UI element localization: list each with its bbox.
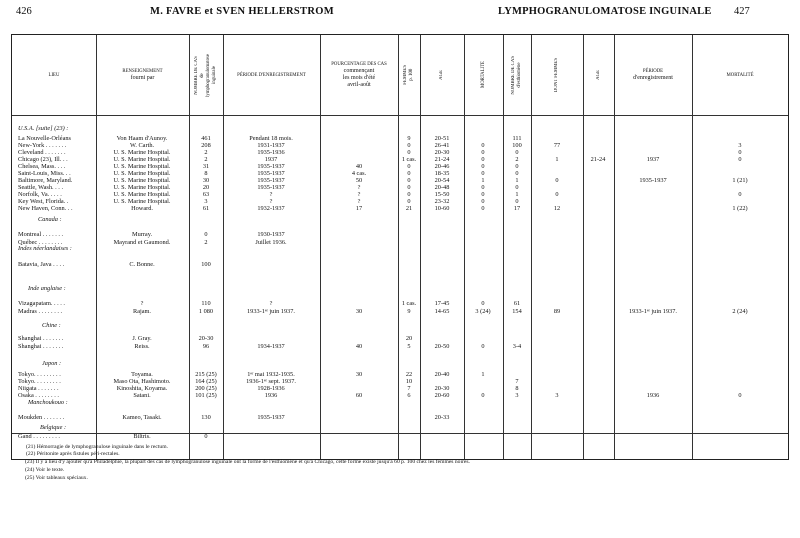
cell-periode: ? — [269, 300, 273, 307]
cell-pct: ? — [357, 184, 361, 191]
cell-age: 10-60 — [434, 205, 450, 212]
cell-lieu: Gand . . . . . . . . . — [18, 433, 60, 440]
cell-lieu: Tokyo. . . . . . . . . — [18, 371, 61, 378]
cell-cas: 208 — [201, 142, 211, 149]
cell-periode: 1936-1ᵉʳ sept. 1937. — [246, 378, 296, 385]
cell-periode: 1ᵉʳ mai 1932-1935. — [247, 371, 295, 378]
cell-lieu: Chelsea, Mass. . . . — [18, 163, 66, 170]
cell-esth: 1 — [515, 191, 519, 198]
cell-mort: 0 — [481, 163, 485, 170]
cell-age: 20-46 — [434, 163, 450, 170]
section-label-inde-anglaise: Inde anglaise : — [28, 285, 66, 292]
cell-mort: 0 — [481, 142, 485, 149]
cell-source: U. S. Marine Hospital. — [113, 198, 171, 205]
cell-cas: 100 — [201, 261, 211, 268]
cell-age2: 21-24 — [590, 156, 606, 163]
cell-femmes: 0 — [407, 184, 411, 191]
footnote: (22) Péritonite après fistules péri-rectales. — [26, 451, 120, 457]
section-label-manchoukouo: Manchoukouo : — [28, 399, 68, 406]
cell-age: 26-41 — [434, 142, 450, 149]
cell-source: Kinoshita, Koyama. — [116, 385, 168, 392]
header-femmes: FEMMES p. 100 — [403, 65, 414, 85]
cell-lieu: New Haven, Conn. . . — [18, 205, 73, 212]
cell-source: Maso Ota, Hashimoto. — [113, 378, 171, 385]
cell-cas: 3 — [204, 198, 208, 205]
footnote: (24) Voir le texte. — [25, 467, 65, 473]
cell-source: Biltris. — [133, 433, 151, 440]
cell-mort2: 0 — [738, 191, 742, 198]
header-renseignement: RENSEIGNEMENT fourni par — [122, 69, 163, 81]
cell-source: U. S. Marine Hospital. — [113, 177, 171, 184]
cell-femmes: 1 cas. — [401, 300, 417, 307]
header-pourcentage: POURCENTAGE DES CAS commençant les mois d'été avril-août — [331, 62, 387, 88]
header-periode-2: PÉRIODE d'enregistrement — [633, 69, 673, 81]
cell-mort2: 1 (21) — [732, 177, 748, 184]
cell-cas: 215 (25) — [195, 371, 217, 378]
cell-cas: 1 080 — [198, 308, 214, 315]
cell-femmes: 5 — [407, 343, 411, 350]
cell-per2: 1937 — [646, 156, 660, 163]
cell-cas: 0 — [204, 231, 208, 238]
cell-source: Reiss. — [134, 343, 150, 350]
cell-cas: 96 — [202, 343, 210, 350]
cell-lieu: Baltimore, Maryland. — [18, 177, 73, 184]
cell-cas: 130 — [201, 414, 211, 421]
cell-cas: 20 — [202, 184, 210, 191]
cell-source: ? — [140, 300, 144, 307]
cell-mort: 0 — [481, 392, 485, 399]
cell-age: 20-30 — [434, 149, 450, 156]
cell-periode: Pendant 18 mois. — [249, 135, 293, 142]
section-label-japon: Japon : — [42, 360, 62, 367]
cell-periode: 1935-1937 — [257, 163, 285, 170]
cell-periode: 1930-1937 — [257, 231, 285, 238]
cell-esth: 3-4 — [512, 343, 522, 350]
page-number-right: 427 — [734, 6, 750, 17]
cell-periode: 1937 — [264, 156, 278, 163]
cell-femmes: 20 — [405, 335, 413, 342]
section-label-indes-neerlandaises: Indes néerlandaises : — [18, 245, 72, 252]
cell-mort: 0 — [481, 184, 485, 191]
cell-femmes: 0 — [407, 191, 411, 198]
cell-pct: 40 — [355, 163, 363, 170]
cell-periode: 1936 — [264, 392, 278, 399]
cell-dont: 12 — [553, 205, 561, 212]
header-mortalite: MORTALITÉ — [480, 61, 486, 89]
cell-femmes: 0 — [407, 198, 411, 205]
cell-age: 20-54 — [434, 177, 450, 184]
cell-femmes: 7 — [407, 385, 411, 392]
cell-esth: 0 — [515, 163, 519, 170]
cell-cas: 0 — [204, 433, 208, 440]
header-mortalite-2: MORTALITÉ — [726, 72, 754, 78]
cell-lieu: Moukden . . . . . . . — [18, 414, 65, 421]
cell-esth: 3 — [515, 392, 519, 399]
cell-periode: 1928-1936 — [257, 385, 285, 392]
cell-periode: 1935-1936 — [257, 149, 285, 156]
cell-periode: 1932-1937 — [257, 205, 285, 212]
cell-age: 20-40 — [434, 371, 450, 378]
cell-mort: 0 — [481, 191, 485, 198]
cell-cas: 2 — [204, 156, 208, 163]
cell-age: 17-45 — [434, 300, 450, 307]
cell-lieu: Batavia, Java . . . . — [18, 261, 65, 268]
cell-dont: 0 — [555, 177, 559, 184]
cell-mort: 1 — [481, 177, 485, 184]
cell-cas: 2 — [204, 239, 208, 246]
cell-esth: 0 — [515, 170, 519, 177]
data-table — [11, 34, 789, 460]
cell-lieu: Shanghai . . . . . . . — [18, 335, 64, 342]
cell-source: Murray. — [131, 231, 153, 238]
cell-cas: 30 — [202, 177, 210, 184]
cell-source: Howard. — [131, 205, 153, 212]
cell-mort2: 0 — [738, 392, 742, 399]
cell-pct: ? — [357, 198, 361, 205]
header-lieu: LIEU — [48, 72, 60, 78]
cell-mort: 0 — [481, 205, 485, 212]
cell-source: U. S. Marine Hospital. — [113, 191, 171, 198]
cell-femmes: 6 — [407, 392, 411, 399]
cell-age: 23-32 — [434, 198, 450, 205]
cell-cas: 110 — [201, 300, 211, 307]
cell-mort2: 0 — [738, 149, 742, 156]
cell-source: Mayrand et Gaumond. — [113, 239, 171, 246]
cell-pct: 30 — [355, 371, 363, 378]
cell-age: 15-50 — [434, 191, 450, 198]
cell-esth: 100 — [512, 142, 522, 149]
cell-pct: 4 cas. — [351, 170, 367, 177]
cell-periode: 1931-1937 — [257, 142, 285, 149]
cell-lieu: Osaka . . . . . . . . — [18, 392, 59, 399]
cell-dont: 0 — [555, 191, 559, 198]
cell-dont: 1 — [555, 156, 559, 163]
header-nombre-cas: NOMBRE DE CAS de lymphogranulomatose inguinale — [194, 53, 217, 97]
cell-femmes: 0 — [407, 149, 411, 156]
cell-age: 20-33 — [434, 414, 450, 421]
cell-source: Rajam. — [132, 308, 152, 315]
cell-cas: 164 (25) — [195, 378, 217, 385]
cell-lieu: Key West, Florida. . — [18, 198, 69, 205]
cell-mort2: 0 — [738, 156, 742, 163]
cell-femmes: 10 — [405, 378, 413, 385]
cell-source: C. Bonne. — [129, 261, 155, 268]
cell-mort: 0 — [481, 198, 485, 205]
footnote: (23) Il y a lieu d'y ajouter qu'à Philadelphie, la plupart des cas de lymphogranulose inguinale ont la forme de l'esthiomène et qu'à Chicago, cette forme existe jusqu'à 60 p. 100 chez les femmes noires. — [25, 459, 470, 465]
cell-age: 20-51 — [434, 135, 450, 142]
page-title-right: LYMPHOGRANULOMATOSE INGUINALE — [498, 6, 712, 17]
cell-mort: 0 — [481, 300, 485, 307]
header-age: AGE — [439, 70, 444, 80]
cell-femmes: 9 — [407, 135, 411, 142]
cell-dont: 77 — [553, 142, 561, 149]
cell-mort: 3 (24) — [475, 308, 491, 315]
cell-cas: 20-30 — [198, 335, 214, 342]
cell-esth: 7 — [515, 378, 519, 385]
cell-dont: 3 — [555, 392, 559, 399]
cell-pct: 30 — [355, 308, 363, 315]
cell-esth: 111 — [512, 135, 522, 142]
header-age-2: AGE — [595, 70, 601, 80]
cell-age: 21-24 — [434, 156, 450, 163]
cell-femmes: 9 — [407, 308, 411, 315]
cell-age: 14-65 — [434, 308, 450, 315]
section-label-belgique: Belgique : — [40, 424, 67, 431]
cell-lieu: Québec . . . . . . . . — [18, 239, 63, 246]
cell-esth: 154 — [512, 308, 522, 315]
cell-cas: 461 — [201, 135, 211, 142]
cell-source: U. S. Marine Hospital. — [113, 170, 171, 177]
cell-per2: 1933-1ᵉʳ juin 1937. — [629, 308, 677, 315]
cell-femmes: 0 — [407, 177, 411, 184]
cell-periode: 1935-1937 — [257, 170, 285, 177]
cell-periode: 1935-1937 — [257, 177, 285, 184]
cell-pct: 60 — [355, 392, 363, 399]
cell-age: 20-30 — [434, 385, 450, 392]
cell-source: J. Gray. — [132, 335, 152, 342]
cell-source: W. Carth. — [129, 142, 155, 149]
cell-periode: 1935-1937 — [257, 414, 285, 421]
cell-age: 20-50 — [434, 343, 450, 350]
cell-mort2: 3 — [738, 142, 742, 149]
cell-cas: 8 — [204, 170, 208, 177]
cell-cas: 2 — [204, 149, 208, 156]
cell-per2: 1936 — [646, 392, 660, 399]
cell-cas: 200 (25) — [195, 385, 217, 392]
cell-mort: 0 — [481, 149, 485, 156]
cell-mort: 1 — [481, 371, 485, 378]
cell-pct: ? — [357, 191, 361, 198]
footnote: (25) Voir tableaux spéciaux. — [25, 475, 88, 481]
cell-lieu: Seattle, Wash. . . . — [18, 184, 64, 191]
header-rule — [12, 115, 788, 116]
cell-pct: 50 — [355, 177, 363, 184]
header-nombre-esthiomene: NOMBRE DE CAS d'esthiomène — [511, 55, 522, 95]
cell-source: Toyama. — [131, 371, 153, 378]
cell-source: U. S. Marine Hospital. — [113, 156, 171, 163]
cell-source: U. S. Marine Hospital. — [113, 163, 171, 170]
cell-age: 20-60 — [434, 392, 450, 399]
cell-cas: 101 (25) — [195, 392, 217, 399]
cell-dont: 89 — [553, 308, 561, 315]
cell-mort: 0 — [481, 170, 485, 177]
cell-lieu: Shanghai . . . . . . . — [18, 343, 64, 350]
cell-lieu: Niigata . . . . . . . — [18, 385, 59, 392]
cell-esth: 0 — [515, 184, 519, 191]
header-dont-femmes: DONT FEMMES — [554, 57, 559, 93]
cell-mort: 0 — [481, 156, 485, 163]
section-label-usa: U.S.A. [suite] (23) : — [18, 125, 69, 132]
cell-femmes: 0 — [407, 142, 411, 149]
cell-lieu: Tokyo. . . . . . . . . — [18, 378, 61, 385]
cell-femmes: 0 — [407, 163, 411, 170]
cell-per2: 1935-1937 — [639, 177, 667, 184]
page-title-left: M. FAVRE et SVEN HELLERSTROM — [150, 6, 334, 17]
cell-lieu: Norfolk, Va. . . . . — [18, 191, 62, 198]
cell-source: Von Haam d'Aunoy. — [116, 135, 168, 142]
cell-esth: 0 — [515, 149, 519, 156]
cell-source: U. S. Marine Hospital. — [113, 149, 171, 156]
cell-esth: 17 — [513, 205, 521, 212]
cell-esth: 61 — [513, 300, 521, 307]
footnote: (21) Hémorragie de lymphogranulose inguinale dans le rectum. — [26, 444, 168, 450]
section-label-chine: Chine : — [42, 322, 61, 329]
cell-femmes: 0 — [407, 170, 411, 177]
cell-lieu: Montreal . . . . . . . — [18, 231, 64, 238]
cell-esth: 8 — [515, 385, 519, 392]
cell-cas: 61 — [202, 205, 210, 212]
cell-periode: 1935-1937 — [257, 184, 285, 191]
cell-lieu: New-York . . . . . . . — [18, 142, 67, 149]
cell-esth: 1 — [515, 177, 519, 184]
cell-femmes: 21 — [405, 205, 413, 212]
cell-lieu: Saint-Louis, Miss. . . — [18, 170, 71, 177]
cell-periode: ? — [269, 198, 273, 205]
cell-age: 18-35 — [434, 170, 450, 177]
cell-mort2: 1 (22) — [732, 205, 748, 212]
cell-periode: ? — [269, 191, 273, 198]
cell-lieu: La Nouvelle-Orléans — [18, 135, 71, 142]
header-periode: PÉRIODE D'ENREGISTREMENT — [237, 72, 306, 78]
cell-esth: 0 — [515, 198, 519, 205]
cell-cas: 31 — [202, 163, 210, 170]
cell-lieu: Cleveland . . . . . . . — [18, 149, 66, 156]
cell-source: Satani. — [133, 392, 151, 399]
section-label-canada: Canada : — [38, 216, 62, 223]
cell-source: U. S. Marine Hospital. — [113, 184, 171, 191]
cell-source: Kameo, Tasaki. — [122, 414, 162, 421]
cell-cas: 63 — [202, 191, 210, 198]
cell-mort2: 2 (24) — [732, 308, 748, 315]
cell-periode: 1933-1ᵉʳ juin 1937. — [247, 308, 295, 315]
cell-lieu: Chicago (23), Ill. . . — [18, 156, 68, 163]
cell-lieu: Vizagapatam. . . . . — [18, 300, 66, 307]
cell-femmes: 22 — [405, 371, 413, 378]
cell-periode: Juillet 1936. — [255, 239, 287, 246]
cell-pct: 17 — [355, 205, 363, 212]
cell-mort: 0 — [481, 343, 485, 350]
cell-age: 20-48 — [434, 184, 450, 191]
cell-periode: 1934-1937 — [257, 343, 285, 350]
cell-pct: 40 — [355, 343, 363, 350]
page-number-left: 426 — [16, 6, 32, 17]
cell-lieu: Madras . . . . . . . . — [18, 308, 63, 315]
body-bottom-rule — [12, 433, 788, 434]
cell-femmes: 1 cas. — [401, 156, 417, 163]
cell-esth: 2 — [515, 156, 519, 163]
